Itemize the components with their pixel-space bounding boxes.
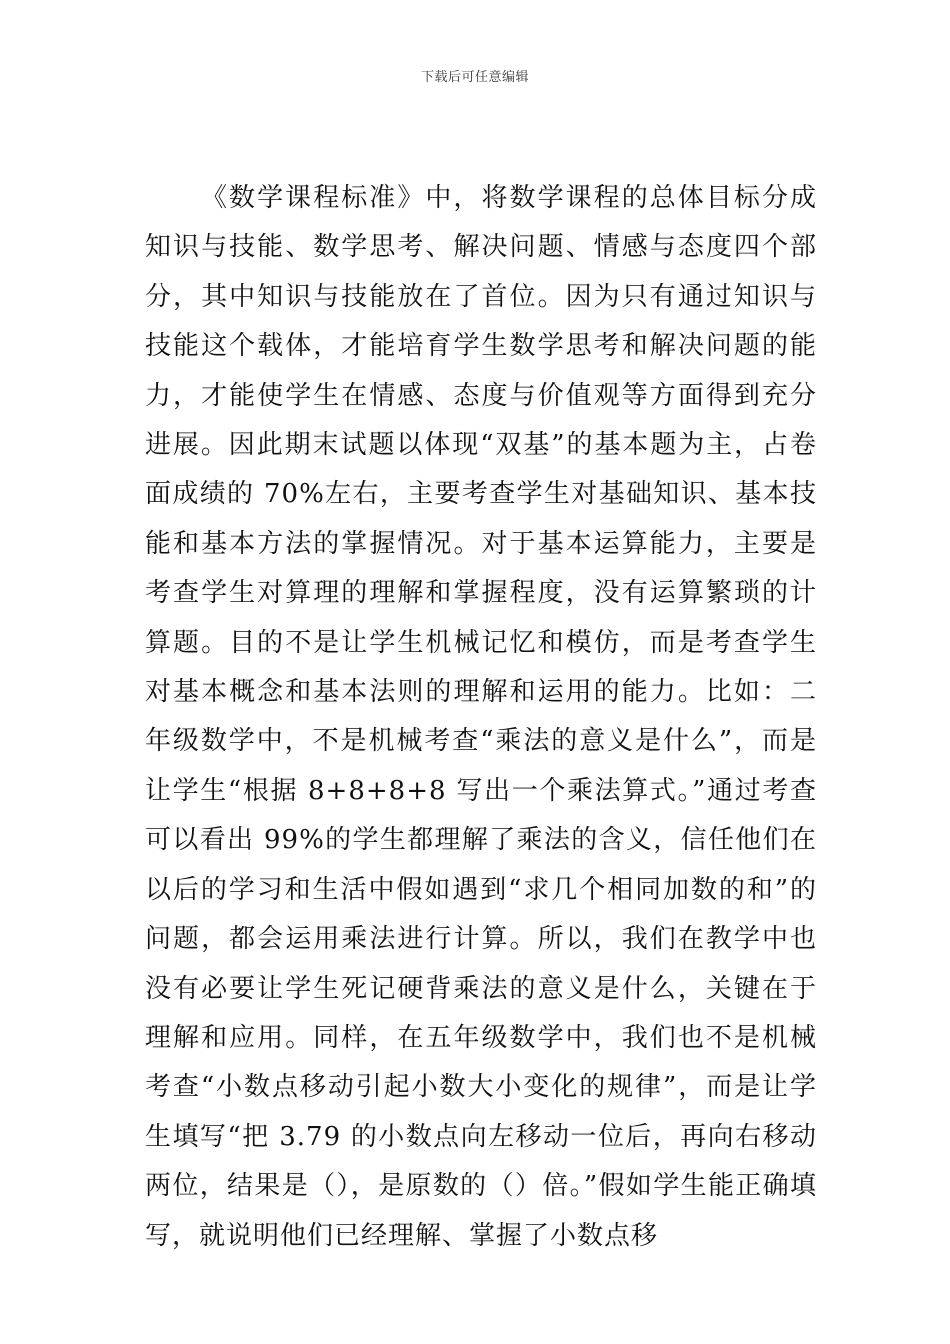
header-note: 下载后可任意编辑 bbox=[420, 70, 529, 85]
body-paragraph: 《数学课程标准》中，将数学课程的总体目标分成知识与技能、数学思考、解决问题、情感与态度四个部分，其中知识与技能放在了首位。因为只有通过知识与技能这个载体，才能培育学生数学思考和解决问题的能力，才能使学生在情感、态度与价值观等方面得到充分进展。因此期末试题以体现“双基”的基本题为主，占卷面成绩的 70%左右，主要考查学生对基础知识、基本技能和基本方法的掌握情况。对于基本运算能力，主要是考查学生对算理的理解和掌握程度，没有运算繁琐的计算题。目的不是让学生机械记忆和模仿，而是考查学生对基本概念和基本法则的理解和运用的能力。比如：二年级数学中，不是机械考查“乘法的意义是什么”，而是让学生“根据 8+8+8+8 写出一个乘法算式。”通过考查可以看出 99%的学生都理解了乘法的含义，信任他们在以后的学习和生活中假如遇到“求几个相同加数的和”的问题，都会运用乘法进行计算。所以，我们在教学中也没有必要让学生死记硬背乘法的意义是什么，关键在于理解和应用。同样，在五年级数学中，我们也不是机械考查“小数点移动引起小数大小变化的规律”，而是让学生填写“把 3.79 的小数点向左移动一位后，再向右移动两位，结果是（），是原数的（）倍。”假如学生能正确填写，就说明他们已经理解、掌握了小数点移 bbox=[145, 183, 817, 1251]
